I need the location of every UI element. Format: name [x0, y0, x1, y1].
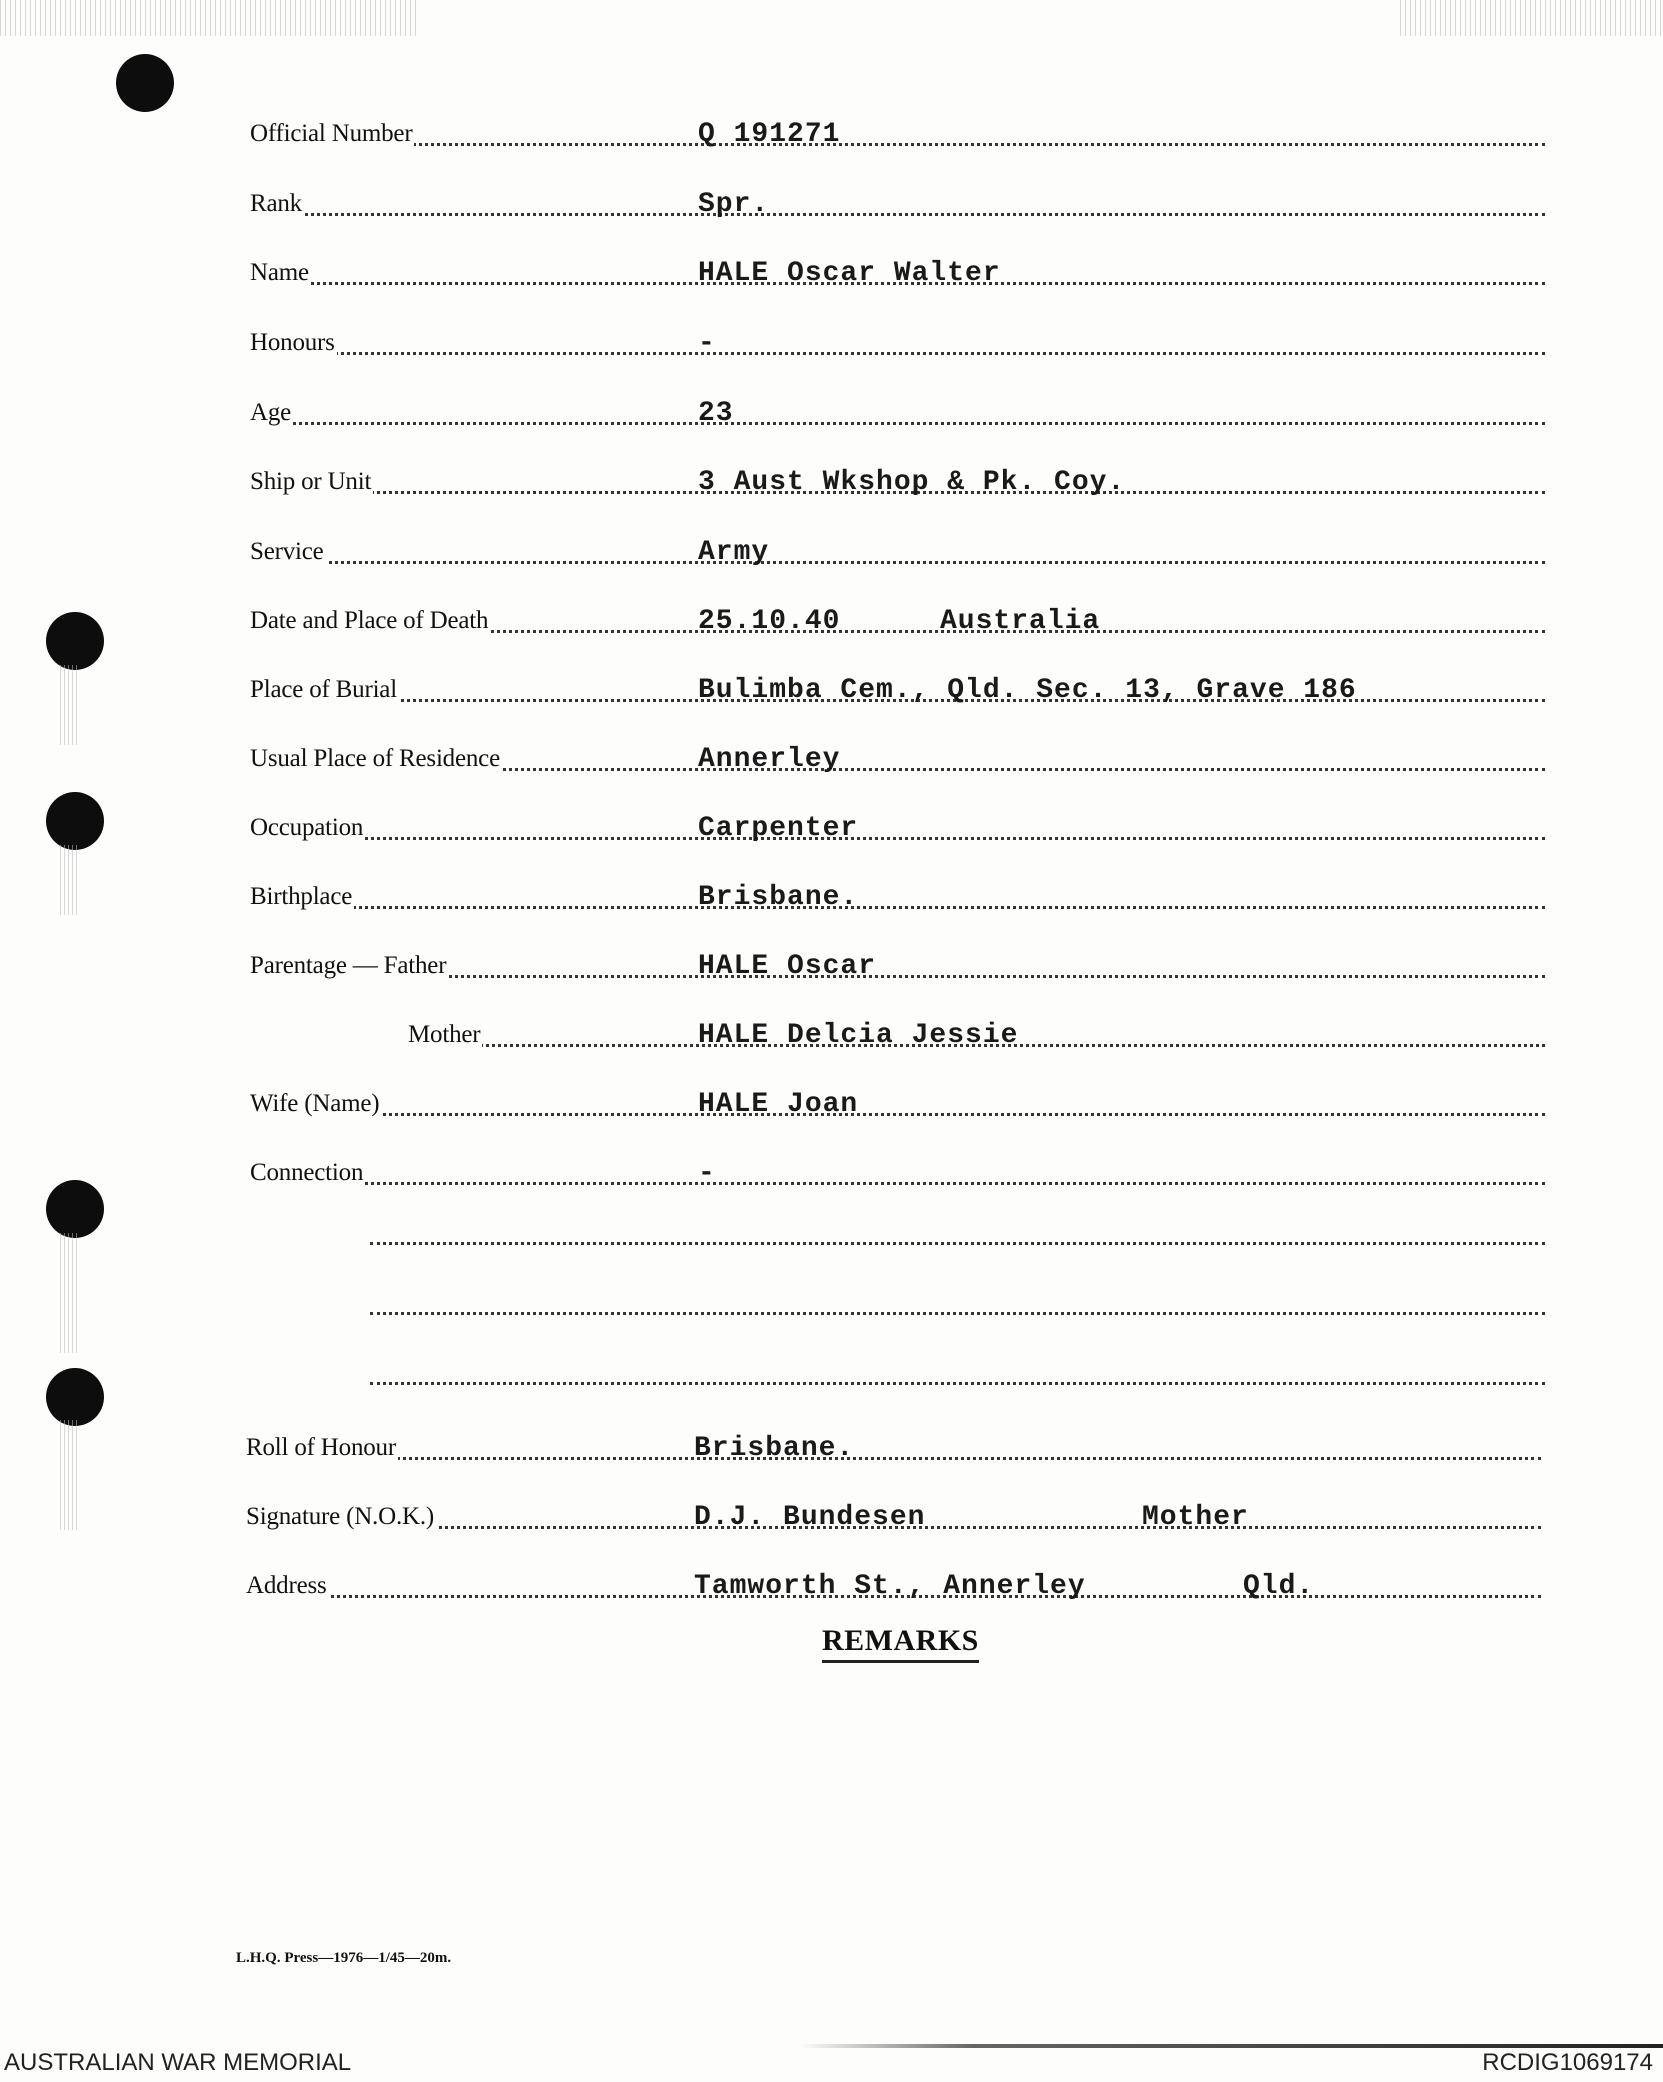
field-father: Parentage — Father HALE Oscar — [250, 944, 1545, 984]
scan-smear — [60, 665, 80, 745]
field-value: Army — [698, 537, 770, 568]
scan-edge-line — [800, 2044, 1663, 2048]
field-roll-of-honour: Roll of Honour Brisbane. — [246, 1426, 1541, 1466]
scan-smear — [60, 1420, 80, 1530]
scan-noise — [1400, 0, 1663, 36]
remarks-heading: REMARKS — [822, 1624, 979, 1663]
field-mother: Mother HALE Delcia Jessie — [250, 1013, 1545, 1053]
punch-hole — [46, 1180, 104, 1238]
field-value: Brisbane. — [694, 1433, 855, 1464]
field-value: D.J. Bundesen — [694, 1502, 926, 1533]
field-honours: Honours - — [250, 321, 1545, 361]
field-value: Q 191271 — [698, 119, 841, 150]
field-value-secondary: Qld. — [1243, 1571, 1315, 1602]
blank-line — [370, 1312, 1545, 1315]
field-value: Spr. — [698, 189, 770, 220]
field-place-of-burial: Place of Burial Bulimba Cem., Qld. Sec. 13, Grave 186 — [250, 668, 1545, 708]
field-value: 3 Aust Wkshop & Pk. Coy. — [698, 467, 1126, 498]
field-date-place-of-death: Date and Place of Death 25.10.40 Australia — [250, 599, 1545, 639]
field-service: Service Army — [250, 530, 1545, 570]
field-connection: Connection - — [250, 1151, 1545, 1191]
field-value: HALE Oscar Walter — [698, 258, 1001, 289]
field-address: Address Tamworth St., Annerley Qld. — [246, 1564, 1541, 1604]
field-name: Name HALE Oscar Walter — [250, 251, 1545, 291]
field-value: 23 — [698, 398, 734, 429]
scan-smear — [60, 845, 80, 915]
field-signature: Signature (N.O.K.) D.J. Bundesen Mother — [246, 1495, 1541, 1535]
punch-hole — [116, 54, 174, 112]
field-ship-or-unit: Ship or Unit 3 Aust Wkshop & Pk. Coy. — [250, 460, 1545, 500]
field-usual-residence: Usual Place of Residence Annerley — [250, 737, 1545, 777]
blank-line — [370, 1382, 1545, 1385]
field-value: Annerley — [698, 744, 841, 775]
scan-noise — [0, 0, 420, 36]
field-value: - — [698, 328, 716, 359]
field-value: Tamworth St., Annerley — [694, 1571, 1086, 1602]
field-value: HALE Delcia Jessie — [698, 1020, 1019, 1051]
field-value-secondary: Mother — [1142, 1502, 1249, 1533]
field-value: HALE Joan — [698, 1089, 859, 1120]
footer-record-id: RCDIG1069174 — [1482, 2049, 1653, 2076]
field-birthplace: Birthplace Brisbane. — [250, 875, 1545, 915]
field-occupation: Occupation Carpenter — [250, 806, 1545, 846]
field-age: Age 23 — [250, 391, 1545, 431]
field-value-secondary: Australia — [940, 606, 1101, 637]
field-value: HALE Oscar — [698, 951, 877, 982]
press-note: L.H.Q. Press—1976—1/45—20m. — [236, 1950, 452, 1966]
punch-hole — [46, 792, 104, 850]
field-value: 25.10.40 — [698, 606, 841, 637]
field-value: - — [698, 1158, 716, 1189]
footer-archive-name: AUSTRALIAN WAR MEMORIAL — [4, 2049, 352, 2076]
scan-smear — [60, 1233, 80, 1353]
field-value: Carpenter — [698, 813, 859, 844]
punch-hole — [46, 612, 104, 670]
field-value: Brisbane. — [698, 882, 859, 913]
punch-hole — [46, 1368, 104, 1426]
field-wife: Wife (Name) HALE Joan — [250, 1082, 1545, 1122]
blank-line — [370, 1242, 1545, 1245]
field-official-number: Official Number Q 191271 — [250, 112, 1545, 152]
field-rank: Rank Spr. — [250, 182, 1545, 222]
field-value: Bulimba Cem., Qld. Sec. 13, Grave 186 — [698, 675, 1357, 706]
